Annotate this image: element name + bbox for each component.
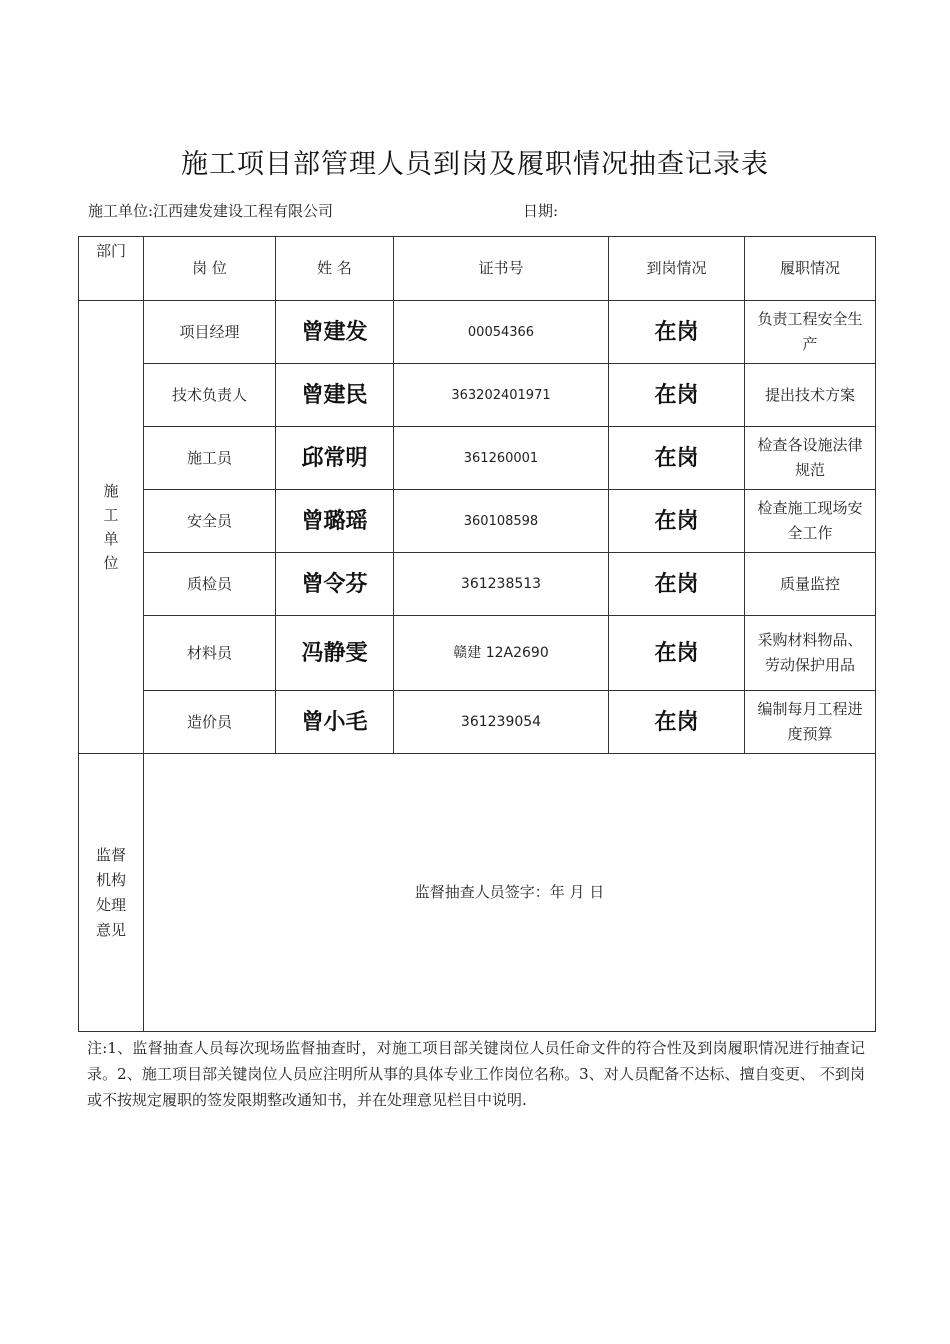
cert-cell: 361260001 [394, 427, 609, 490]
cert-cell: 361238513 [394, 553, 609, 616]
duty-cell: 检查施工现场安全工作 [745, 490, 876, 553]
name-cell: 曾璐瑶 [276, 490, 394, 553]
duty-cell: 检查各设施法律规范 [745, 427, 876, 490]
cert-cell: 360108598 [394, 490, 609, 553]
name-cell: 曾建发 [276, 301, 394, 364]
header-name: 姓 名 [276, 237, 394, 301]
duty-cell: 提出技术方案 [745, 364, 876, 427]
name-cell: 曾令芬 [276, 553, 394, 616]
construction-unit: 施工单位:江西建发建设工程有限公司 [88, 202, 334, 220]
opinion-label-cell [79, 754, 144, 1032]
inspection-record-table [78, 236, 876, 1032]
header-duty: 履职情况 [745, 237, 876, 301]
duty-cell: 采购材料物品、劳动保护用品 [745, 616, 876, 691]
position-cell: 安全员 [144, 490, 276, 553]
position-cell: 技术负责人 [144, 364, 276, 427]
status-cell: 在岗 [609, 364, 745, 427]
status-cell: 在岗 [609, 301, 745, 364]
header-dept: 部门 [79, 237, 144, 301]
table-row [79, 691, 876, 754]
header-position: 岗 位 [144, 237, 276, 301]
position-cell: 质检员 [144, 553, 276, 616]
document-title: 施工项目部管理人员到岗及履职情况抽查记录表 [181, 149, 769, 180]
table-header-row [79, 237, 876, 301]
name-cell: 曾建民 [276, 364, 394, 427]
opinion-label: 监督机构处理意见 [96, 845, 127, 939]
duty-cell: 负责工程安全生产 [745, 301, 876, 364]
status-cell: 在岗 [609, 691, 745, 754]
name-cell: 冯静雯 [276, 616, 394, 691]
table-row [79, 427, 876, 490]
duty-cell: 编制每月工程进度预算 [745, 691, 876, 754]
table-row [79, 553, 876, 616]
date-label: 日期: [523, 202, 559, 220]
cert-cell: 363202401971 [394, 364, 609, 427]
name-cell: 曾小毛 [276, 691, 394, 754]
status-cell: 在岗 [609, 616, 745, 691]
header-cert: 证书号 [394, 237, 609, 301]
dept-label: 施工单位 [103, 481, 119, 572]
status-cell: 在岗 [609, 490, 745, 553]
status-cell: 在岗 [609, 427, 745, 490]
dept-cell [79, 301, 144, 754]
supervisor-signature-line: 监督抽查人员签字：年 月 日 [414, 883, 605, 901]
position-cell: 造价员 [144, 691, 276, 754]
table-row [79, 301, 876, 364]
cert-cell: 赣建 12A2690 [394, 616, 609, 691]
duty-cell: 质量监控 [745, 553, 876, 616]
table-row [79, 364, 876, 427]
position-cell: 施工员 [144, 427, 276, 490]
footnote: 注:1、监督抽查人员每次现场监督抽查时，对施工项目部关键岗位人员任命文件的符合性及到岗履职情况进行抽查记录。2、施工项目部关键岗位人员应注明所从事的具体专业工作岗位名称。3、对人员配备不达标、擅自变更、 不到岗或不按规定履职的签发限期整改通知书，并在处理意见栏目中说明. [87, 1039, 865, 1109]
opinion-row [79, 754, 876, 1032]
status-cell: 在岗 [609, 553, 745, 616]
opinion-body [144, 754, 876, 1032]
position-cell: 材料员 [144, 616, 276, 691]
cert-cell: 361239054 [394, 691, 609, 754]
table-row [79, 616, 876, 691]
table-row [79, 490, 876, 553]
name-cell: 邱常明 [276, 427, 394, 490]
cert-cell: 00054366 [394, 301, 609, 364]
header-status: 到岗情况 [609, 237, 745, 301]
position-cell: 项目经理 [144, 301, 276, 364]
